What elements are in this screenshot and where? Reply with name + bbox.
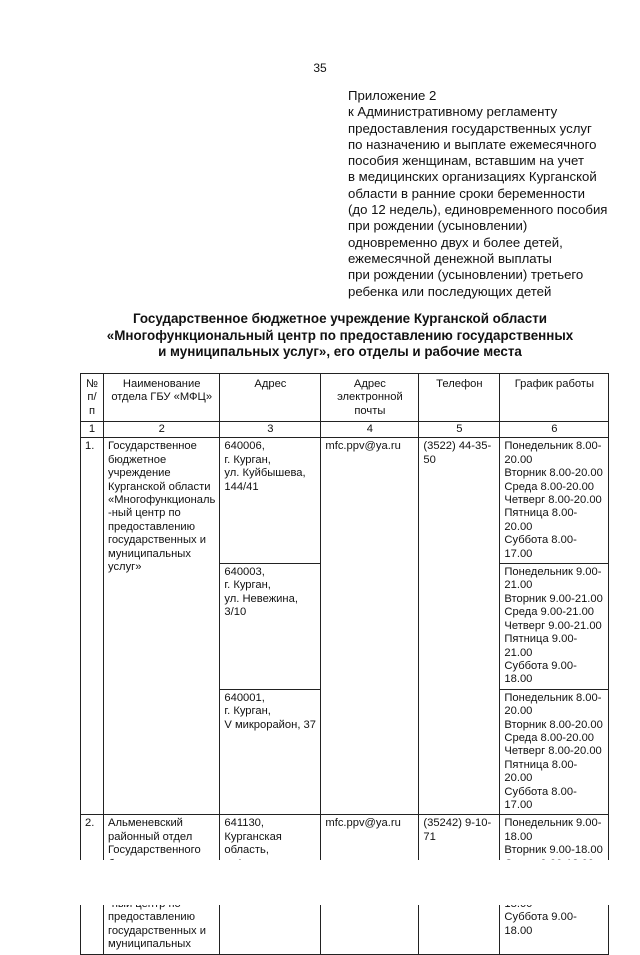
column-number: 1 — [81, 422, 104, 438]
appendix-line: предоставления государственных услуг — [348, 120, 592, 136]
schedule-cell: Понедельник 9.00- 18.00 Вторник 9.00-18.00 Суббота 9.00-18.00 — [500, 815, 609, 955]
appendix-caption — [348, 88, 618, 300]
title-line: и муниципальных услуг», его отделы и рабочие места — [158, 344, 522, 359]
title-line: Государственное бюджетное учреждение Курганской области — [132, 311, 547, 326]
header-cell-number: № п/п — [81, 374, 104, 422]
row-number-cell: 1. — [81, 438, 104, 815]
address-cell: 640006, г. Курган, ул. Куйбышева, 144/41 — [220, 438, 321, 564]
column-number: 6 — [500, 422, 609, 438]
page-bottom-margin — [0, 860, 640, 905]
schedule-cell: Понедельник 8.00- 20.00 Вторник 8.00-20.00 Среда 8.00-20.00 Четверг 8.00-20.00 Пятница 8.00-20.00 Суббота 8.00-17.00 — [500, 438, 609, 564]
table-header-row — [81, 374, 609, 422]
header-cell-phone: Телефон — [419, 374, 500, 422]
email-cell: mfc.ppv@ya.ru — [321, 815, 419, 955]
appendix-line: к Административному регламенту — [348, 104, 558, 120]
phone-cell: (35242) 9-10- 71 — [419, 815, 500, 955]
header-cell-email: Адрес электронной почты — [321, 374, 419, 422]
address-cell: 640001, г. Курган, V микрорайон, 37 — [220, 689, 321, 815]
address-cell: 640003, г. Курган, ул. Невежина, 3/10 — [220, 564, 321, 690]
phone-cell: (3522) 44-35- 50 — [419, 438, 500, 815]
column-number: 4 — [321, 422, 419, 438]
appendix-line: ежемесячной денежной выплаты — [348, 250, 552, 266]
email-cell: mfc.ppv@ya.ru — [321, 438, 419, 815]
header-cell-name: Наименование отдела ГБУ «МФЦ» — [104, 374, 220, 422]
appendix-line: пособия женщинам, вставшим на учет — [348, 153, 584, 169]
appendix-line: Приложение 2 — [348, 88, 437, 103]
appendix-line: области в ранние сроки беременности — [348, 185, 586, 201]
column-number-row — [81, 422, 609, 438]
appendix-line: при рождении (усыновлении) третьего — [348, 267, 584, 283]
row-number-cell: 2. — [81, 815, 104, 955]
appendix-line: при рождении (усыновлении) — [348, 218, 528, 234]
page-number: 35 — [313, 61, 327, 75]
document-title — [60, 311, 620, 361]
appendix-line: в медицинских организациях Курганской — [348, 169, 597, 185]
table-row — [81, 438, 609, 564]
header-cell-address: Адрес — [220, 374, 321, 422]
appendix-line: (до 12 недель), единовременного пособия — [348, 202, 608, 218]
schedule-cell: Понедельник 8.00- 20.00 Вторник 8.00-20.00 Среда 8.00-20.00 Четверг 8.00-20.00 Пятница 8.00-20.00 Суббота 8.00-17.00 — [500, 689, 609, 815]
column-number: 5 — [419, 422, 500, 438]
column-number: 2 — [104, 422, 220, 438]
office-name-cell: Государственное бюджетное учреждение Курганской области «Многофункциональ -ный центр по предоставлению государственных и муниципальных услуг» — [104, 438, 220, 815]
appendix-line: одновременно двух и более детей, — [348, 234, 563, 250]
column-number: 3 — [220, 422, 321, 438]
appendix-line: по назначению и выплате ежемесячного — [348, 136, 597, 152]
title-line: «Многофункциональный центр по предоставлению государственных — [106, 327, 574, 343]
appendix-line: ребенка или последующих детей — [348, 283, 552, 299]
address-cell: 641130, Курганская область, — [220, 815, 321, 955]
header-cell-schedule: График работы — [500, 374, 609, 422]
office-name-cell: Альменевский районный отдел Государственного предоставлению государственных и муниципальных — [104, 815, 220, 955]
schedule-cell: Понедельник 9.00- 21.00 Вторник 9.00-21.00 Среда 9.00-21.00 Четверг 9.00-21.00 Пятница 9.00-21.00 Суббота 9.00-18.00 — [500, 564, 609, 690]
